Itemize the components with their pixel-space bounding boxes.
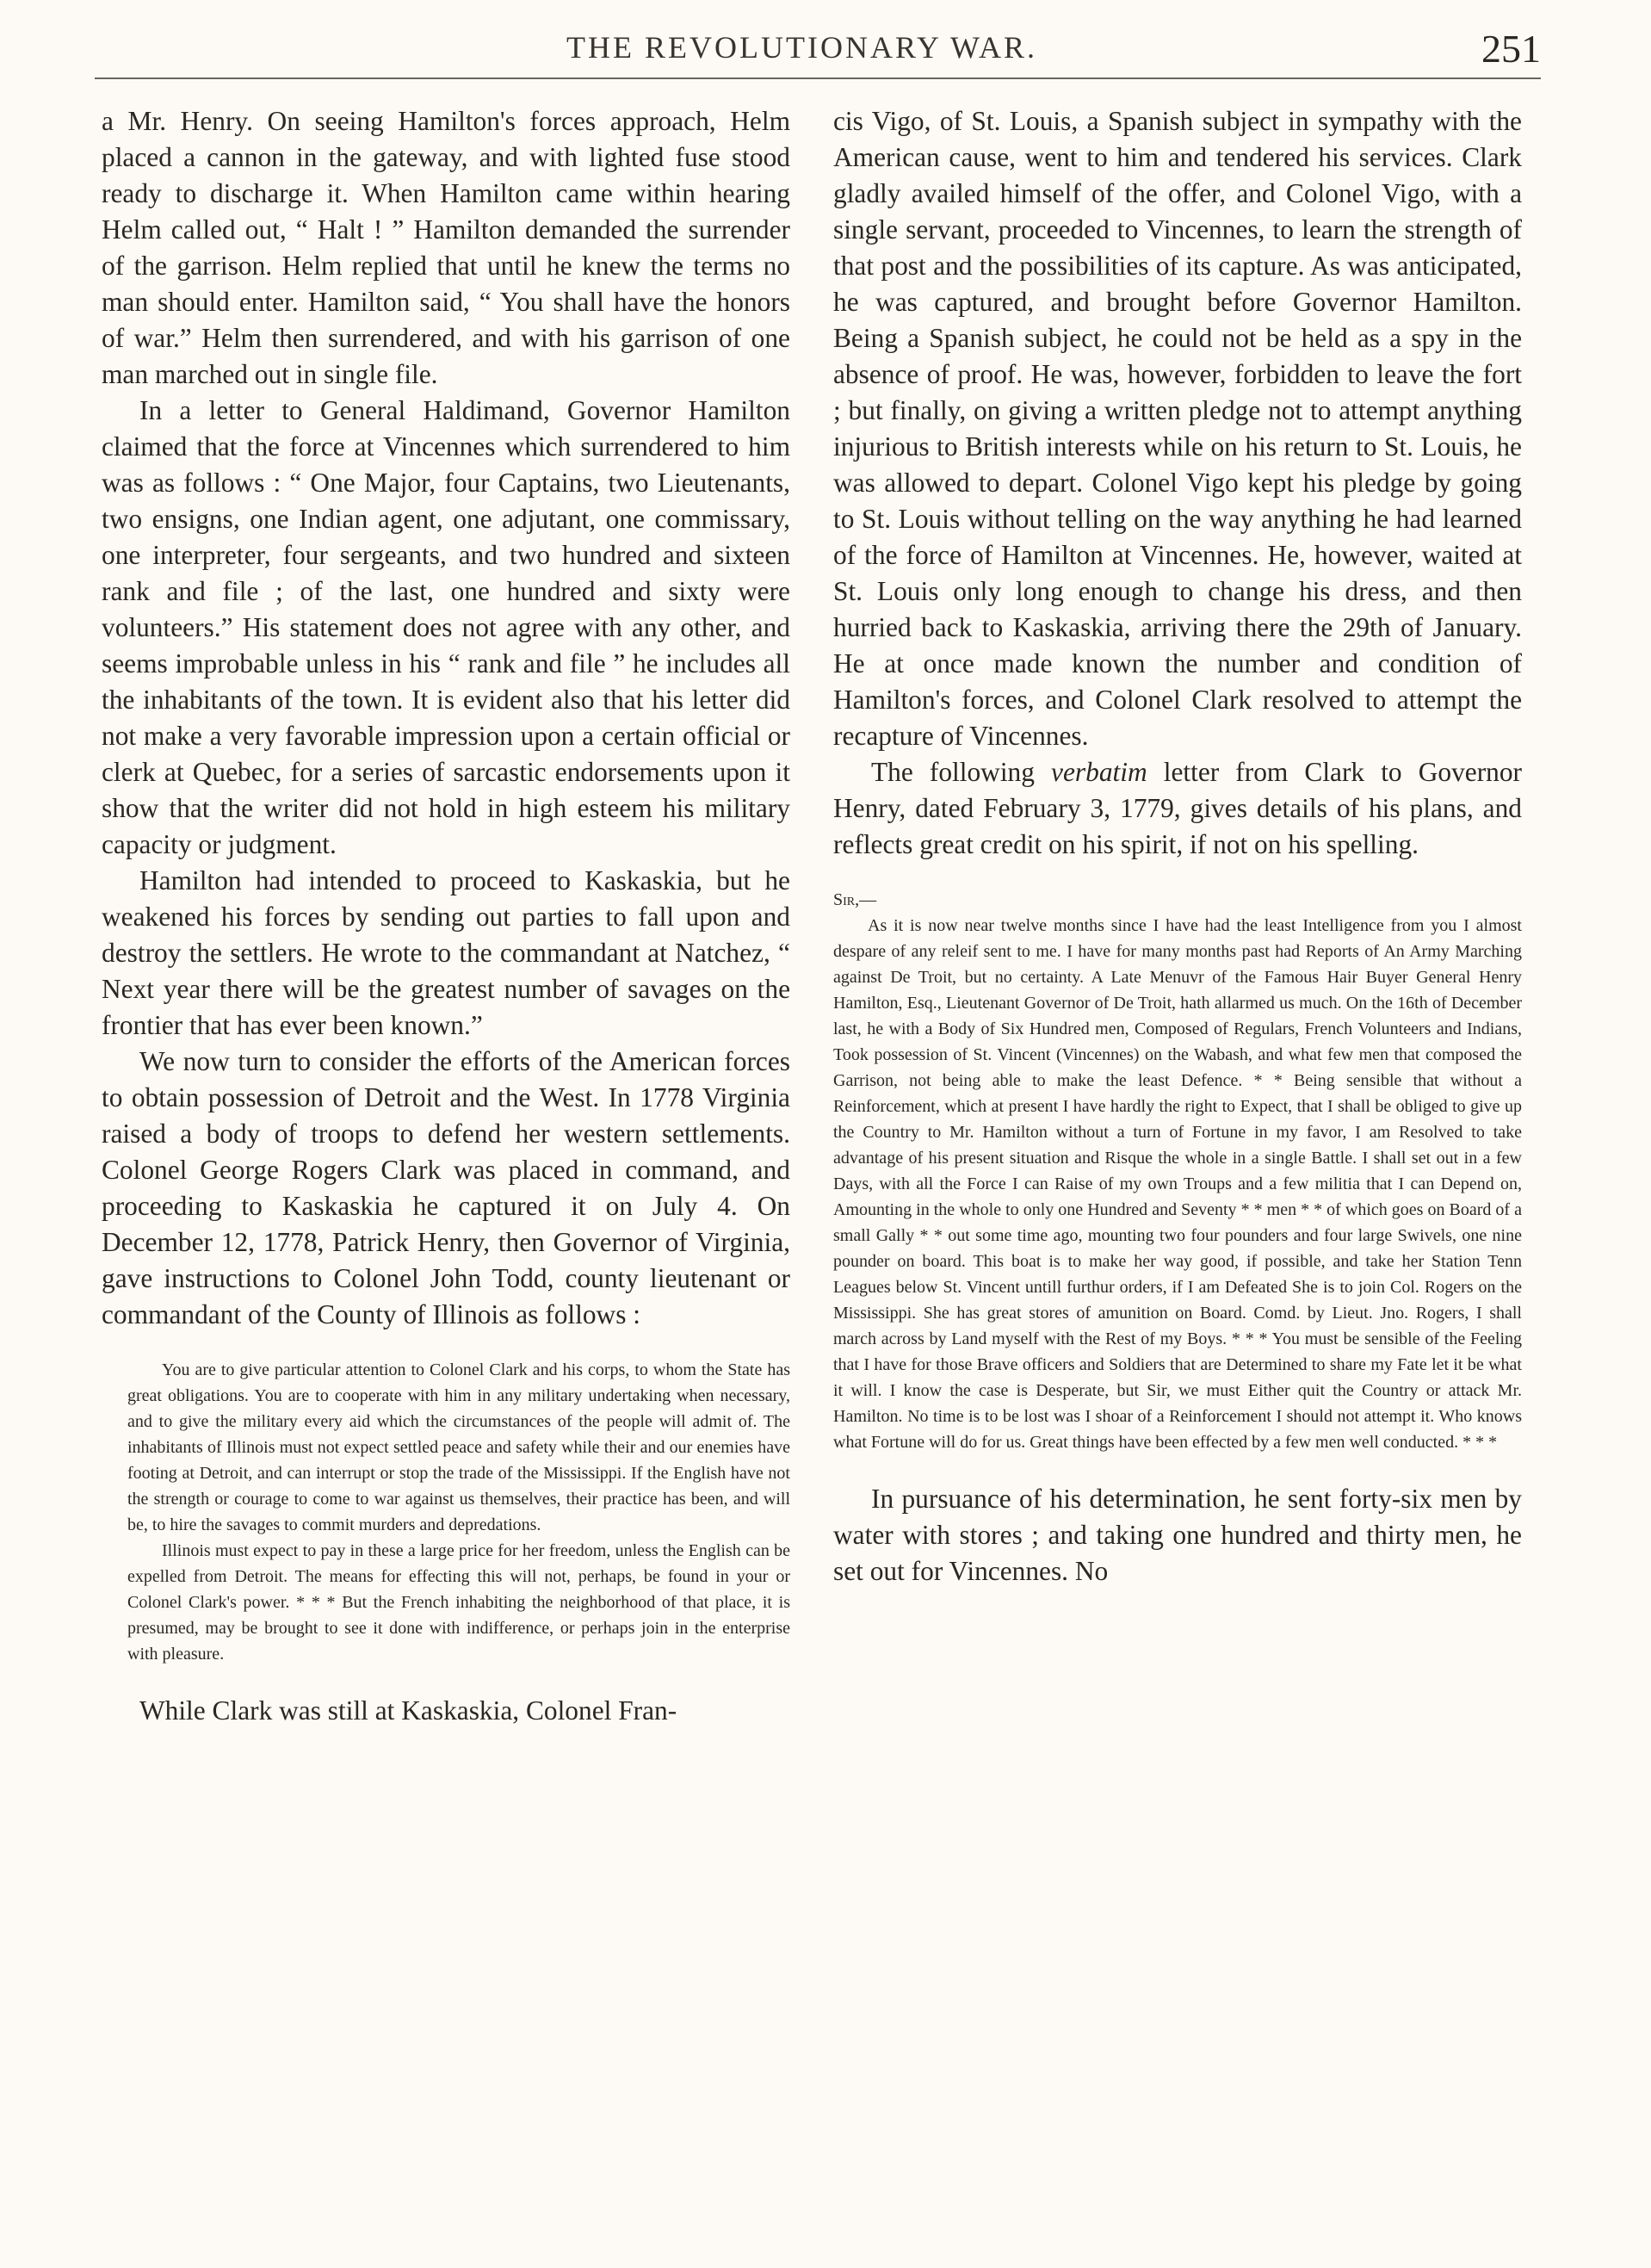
paragraph-text: The following: [871, 757, 1052, 787]
paragraph: [833, 754, 1522, 863]
running-title: THE REVOLUTIONARY WAR.: [566, 30, 1037, 65]
left-column: [102, 103, 790, 1729]
right-column: [833, 103, 1522, 1589]
paragraph: cis Vigo, of St. Louis, a Spanish subject in sympathy with the American cause, went to him and tendered his services. Clark gladly availed himself of the offer, and Colonel Vigo, with a single servant, proceeded to Vincennes, to learn the strength of that post and the possibilities of its capture. As was anticipated, he was captured, and brought before Governor Hamilton. Being a Spanish subject, he could not be held as a spy in the absence of proof. He was, however, forbidden to leave the fort ; but finally, on giving a written pledge not to attempt anything injurious to British interests while on his return to St. Louis, he was allowed to depart. Colonel Vigo kept his pledge by going to St. Louis without telling on the way anything he had learned of the force of Hamilton at Vincennes. He, however, waited at St. Louis only long enough to change his dress, and then hurried back to Kaskaskia, arriving there the 29th of January. He at once made known the number and condition of Hamilton's forces, and Colonel Clark resolved to attempt the recapture of Vincennes.: [833, 106, 1522, 751]
paragraph: While Clark was still at Kaskaskia, Colonel Fran-: [139, 1695, 677, 1726]
block-quote: Illinois must expect to pay in these a large price for her freedom, unless the English can be expelled from Detroit. The means for effecting this will not, perhaps, be found in your or Colonel Clark's power. * * * But the French inhabiting the neighborhood of that place, it is presumed, may be brought to see it done with indifference, or perhaps join in the enterprise with pleasure.: [127, 1541, 790, 1664]
paragraph: Hamilton had intended to proceed to Kaskaskia, but he weakened his forces by sending out parties to fall upon and destroy the settlers. He wrote to the commandant at Natchez, “ Next year there will be the greatest number of savages on the frontier that has ever been known.”: [102, 865, 790, 1040]
block-quote: You are to give particular attention to Colonel Clark and his corps, to whom the State has great obligations. You are to cooperate with him in any military undertaking when necessary, and to give the military every aid which the circumstances of the people will admit of. The inhabitants of Illinois must not expect settled peace and safety while their and our enemies have footing at Detroit, and can interrupt or stop the trade of the Mississippi. If the English have not the strength or courage to come to war against us themselves, their practice has been, and will be, to hire the savages to commit murders and depredations.: [127, 1360, 790, 1534]
page-number: 251: [1481, 27, 1541, 71]
paragraph-text: letter from Clark to Governor Henry, dated February 3, 1779, gives details of his plans, and reflects great credit on his spirit, if not on his spelling.: [833, 757, 1522, 859]
running-head: [95, 26, 1541, 79]
letter-text: As it is now near twelve months since I have had the least Intelligence from you I almost despare of any releif sent to me. I have for many months past had Reports of An Army Marching against De Troit, but no certainty. A Late Menuvr of the Famous Hair Buyer General Henry Hamilton, Esq., Lieutenant Governor of De Troit, hath allarmed us much. On the 16th of December last, he with a Body of Six Hundred men, Composed of Regulars, French Volunteers and Indians, Took possession of St. Vincent (Vincennes) on the Wabash, and what few men that composed the Garrison, not being able to make the least Defence. * * Being sensible that without a Reinforcement, which at present I have hardly the right to Expect, that I shall be obliged to give up the Country to Mr. Hamilton without a turn of Fortune in my favor, I am Resolved to take advantage of his present situation and Risque the whole in a single Battle. I shall set out in a few Days, with all the Force I can Raise of my own Troups and a few militia that I can Depend on, Amounting in the whole to only one Hundred and Seventy * * men * * of which goes on Board of a small Gally * * out some time ago, mounting two four pounders and four large Swivels, one nine pounder on board. This boat is to make her way good, if possible, and take her Station Tenn Leagues below St. Vincent untill furthur orders, if I am Defeated She is to join Col. Rogers on the Mississippi. She has great stores of amunition on Board. Comd. by Lieut. Jno. Rogers, I shall march across by Land myself with the Rest of my Boys. * * * You must be sensible of the Feeling that I have for those Brave officers and Soldiers that are Determined to share my Fate let it be what it will. I know the case is Desperate, but Sir, we must Either quit the Country or attack Mr. Hamilton. No time is to be lost was I shoar of a Reinforcement I should not attempt it. Who knows what Fortune will do for us. Great things have been effected by a few men well conducted. * * *: [833, 916, 1522, 1452]
paragraph: In pursuance of his determination, he sent forty-six men by water with stores ; and taking one hundred and thirty men, he set out for Vincennes. No: [833, 1484, 1522, 1586]
italic-word: verbatim: [1051, 757, 1147, 787]
paragraph: We now turn to consider the efforts of the American forces to obtain possession of Detroit and the West. In 1778 Virginia raised a body of troops to defend her western settlements. Colonel George Rogers Clark was placed in command, and proceeding to Kaskaskia he captured it on July 4. On December 12, 1778, Patrick Henry, then Governor of Virginia, gave instructions to Colonel John Todd, county lieutenant or commandant of the County of Illinois as follows :: [102, 1046, 790, 1329]
letter-salutation: Sir,—: [833, 890, 877, 909]
paragraph: In a letter to General Haldimand, Governor Hamilton claimed that the force at Vincennes which surrendered to him was as follows : “ One Major, four Captains, two Lieutenants, two ensigns, one Indian agent, one adjutant, one commissary, one interpreter, four sergeants, and two hundred and sixteen rank and file ; of the last, one hundred and sixty were volunteers.” His statement does not agree with any other, and seems improbable unless in his “ rank and file ” he includes all the inhabitants of the town. It is evident also that his letter did not make a very favorable impression upon a certain official or clerk at Quebec, for a series of sarcastic endorsements upon it show that the writer did not hold in high esteem his military capacity or judgment.: [102, 395, 790, 859]
paragraph: a Mr. Henry. On seeing Hamilton's forces approach, Helm placed a cannon in the gateway, and with lighted fuse stood ready to discharge it. When Hamilton came within hearing Helm called out, “ Halt ! ” Hamilton demanded the surrender of the garrison. Helm replied that until he knew the terms no man should enter. Hamilton said, “ You shall have the honors of war.” Helm then surrendered, and with his garrison of one man marched out in single file.: [102, 106, 790, 389]
